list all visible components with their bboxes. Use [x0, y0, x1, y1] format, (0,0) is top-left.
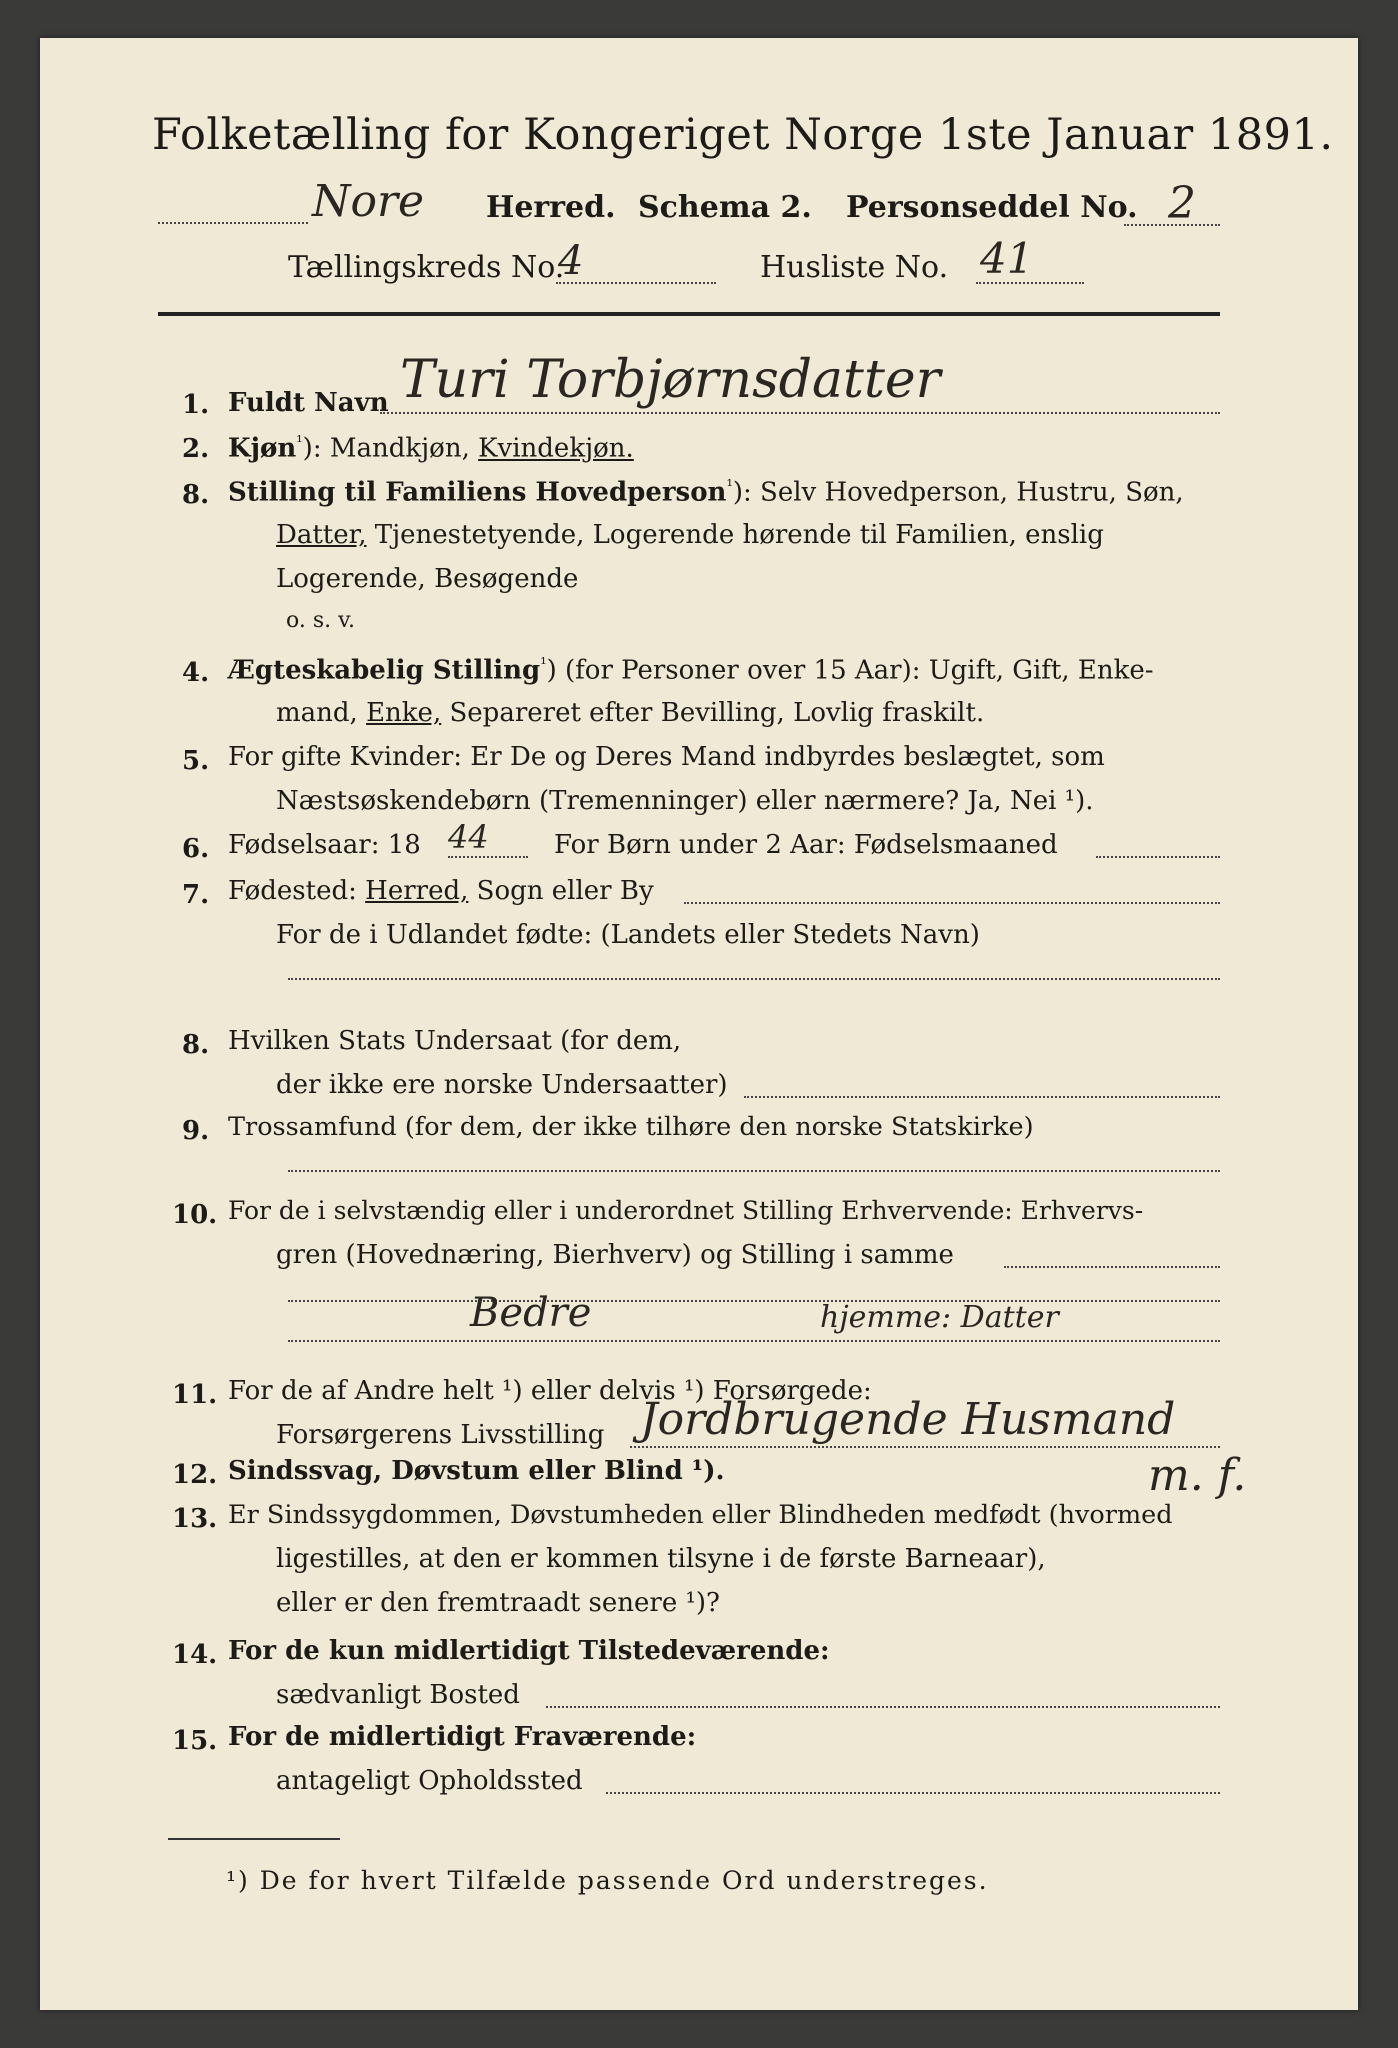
aegteskab-options: Separeret efter Bevilling, Lovlig fraskilt.: [441, 698, 985, 728]
fravaerende-line2: antageligt Opholdssted: [276, 1766, 583, 1796]
personseddel-handwritten: 2: [1168, 178, 1196, 229]
forsorger-handwritten: Jordbrugende Husmand: [640, 1394, 1176, 1445]
dotted-line: [288, 1340, 1220, 1342]
personseddel-label: Personseddel No.: [846, 190, 1138, 225]
schema-label: Schema 2.: [638, 190, 812, 225]
taellingskreds-label: Tællingskreds No.: [288, 250, 565, 285]
erhverv-line2: gren (Hovednæring, Bierhverv) og Stilling i samme: [276, 1240, 954, 1270]
item-number: 14.: [172, 1640, 218, 1670]
husliste-handwritten: 41: [980, 234, 1034, 283]
born-label: For Børn under 2 Aar: Fødselsmaaned: [554, 830, 1058, 860]
gifte-line1: For gifte Kvinder: Er De og Deres Mand indbyrdes beslægtet, som: [228, 742, 1105, 772]
fodselsaar-handwritten: 44: [448, 818, 489, 856]
medfodt-line3: eller er den fremtraadt senere ¹)?: [276, 1588, 720, 1618]
item-number: 7.: [182, 880, 210, 910]
stilling-line1: [228, 476, 1184, 508]
dotted-line: [546, 1706, 1220, 1708]
fodested-options: Sogn eller By: [468, 876, 654, 906]
stilling-line3: Logerende, Besøgende: [276, 564, 579, 594]
item-number: 1.: [182, 390, 210, 420]
stilling-options: Tjenestetyende, Logerende hørende til Familien, enslig: [366, 520, 1104, 550]
stilling-selected: Datter,: [276, 520, 367, 550]
item-number: 6.: [182, 834, 210, 864]
erhverv-line1: For de i selvstændig eller i underordnet Stilling Erhvervende: Erhvervs-: [228, 1196, 1144, 1225]
full-name-handwritten: Turi Torbjørnsdatter: [400, 350, 941, 410]
sindssvag-line: Sindssvag, Døvstum eller Blind ¹).: [228, 1456, 725, 1486]
fravaerende-line1: For de midlertidigt Fraværende:: [228, 1722, 697, 1752]
fodested-label: Fødested:: [228, 876, 366, 906]
kjon-selected: Kvindekjøn.: [478, 433, 634, 464]
stilling-options: ): Selv Hovedperson, Hustru, Søn,: [732, 477, 1184, 508]
fodested-line: [228, 876, 654, 906]
kjon-options: ): Mandkjøn,: [302, 433, 479, 464]
dotted-line: [448, 856, 528, 858]
item-number: 11.: [172, 1380, 218, 1410]
dotted-line: [744, 1096, 1220, 1098]
dotted-line: [976, 282, 1084, 284]
census-form: [40, 38, 1358, 2010]
dotted-line: [606, 1792, 1220, 1794]
footnote: ¹) De for hvert Tilfælde passende Ord understreges.: [226, 1866, 989, 1895]
item-number: 2.: [182, 434, 210, 464]
sindssvag-handwritten: m. f.: [1148, 1450, 1247, 1501]
dotted-line: [556, 282, 716, 284]
aegteskab-label: Ægteskabelig Stilling: [228, 655, 541, 686]
dotted-line: [288, 1170, 1220, 1172]
herred-handwritten: Nore: [312, 176, 425, 227]
footnote-marker: ¹: [726, 476, 733, 495]
footnote-marker: ¹: [296, 432, 303, 451]
kjon-line: [228, 432, 634, 464]
stilling-line2: [276, 520, 1104, 550]
forsorgede-line2: Forsørgerens Livsstilling: [276, 1420, 605, 1450]
header-rule: [158, 312, 1220, 316]
fodested-selected: Herred,: [365, 876, 469, 906]
dotted-line: [1096, 856, 1220, 858]
fodselsaar-label: Fødselsaar: 18: [228, 830, 421, 860]
dotted-line: [630, 1446, 1220, 1448]
aegteskab-line1: [228, 654, 1154, 686]
undersaat-line1: Hvilken Stats Undersaat (for dem,: [228, 1026, 682, 1056]
item-number: 8.: [182, 480, 210, 510]
item-number: 5.: [182, 746, 210, 776]
gifte-line2: Næstsøskendebørn (Tremenninger) eller nærmere? Ja, Nei ¹).: [276, 786, 1094, 816]
dotted-line: [380, 412, 1220, 414]
medfodt-line2: ligestilles, at den er kommen tilsyne i de første Barneaar),: [276, 1544, 1046, 1574]
form-title: Folketælling for Kongeriget Norge 1ste Januar 1891.: [152, 110, 1334, 160]
aegteskab-selected: Enke,: [366, 698, 442, 728]
tilstede-line2: sædvanligt Bosted: [276, 1680, 520, 1710]
forsorgede-line1: For de af Andre helt ¹) eller delvis ¹) Forsørgede:: [228, 1376, 872, 1406]
item-number: 15.: [172, 1726, 218, 1756]
erhverv-handwritten: Bedre: [470, 1290, 592, 1336]
item-number: 12.: [172, 1460, 218, 1490]
dotted-line: [1004, 1266, 1220, 1268]
stilling-label: Stilling til Familiens Hovedperson: [228, 477, 727, 508]
medfodt-line1: Er Sindssygdommen, Døvstumheden eller Blindheden medfødt (hvormed: [228, 1500, 1173, 1530]
udlandet-line: For de i Udlandet fødte: (Landets eller Stedets Navn): [276, 920, 980, 950]
kjon-label: Kjøn: [228, 433, 297, 464]
item-number: 13.: [172, 1504, 218, 1534]
dotted-line: [684, 902, 1220, 904]
dotted-line: [1124, 224, 1220, 226]
full-name-label: Fuldt Navn: [228, 388, 389, 418]
stilling-line4: o. s. v.: [286, 608, 355, 633]
aegteskab-options: ) (for Personer over 15 Aar): Ugift, Gift, Enke-: [546, 655, 1154, 686]
undersaat-line2: der ikke ere norske Undersaatter): [276, 1070, 728, 1100]
item-number: 4.: [182, 658, 210, 688]
herred-label: Herred.: [486, 190, 616, 225]
dotted-line: [288, 978, 1220, 980]
aegteskab-line2: [276, 698, 984, 728]
erhverv-handwritten-2: hjemme: Datter: [820, 1300, 1059, 1335]
aegteskab-options: mand,: [276, 698, 367, 728]
tilstede-line1: For de kun midlertidigt Tilstedeværende:: [228, 1636, 830, 1666]
dotted-line: [288, 1300, 1220, 1302]
taellingskreds-handwritten: 4: [558, 238, 584, 284]
item-number: 8.: [182, 1030, 210, 1060]
trossamfund-line: Trossamfund (for dem, der ikke tilhøre den norske Statskirke): [228, 1112, 1034, 1142]
footnote-marker: ¹: [540, 654, 547, 673]
footnote-rule: [168, 1838, 340, 1840]
item-number: 9.: [182, 1116, 210, 1146]
dotted-line: [158, 222, 308, 224]
item-number: 10.: [172, 1200, 218, 1230]
husliste-label: Husliste No.: [760, 250, 949, 285]
